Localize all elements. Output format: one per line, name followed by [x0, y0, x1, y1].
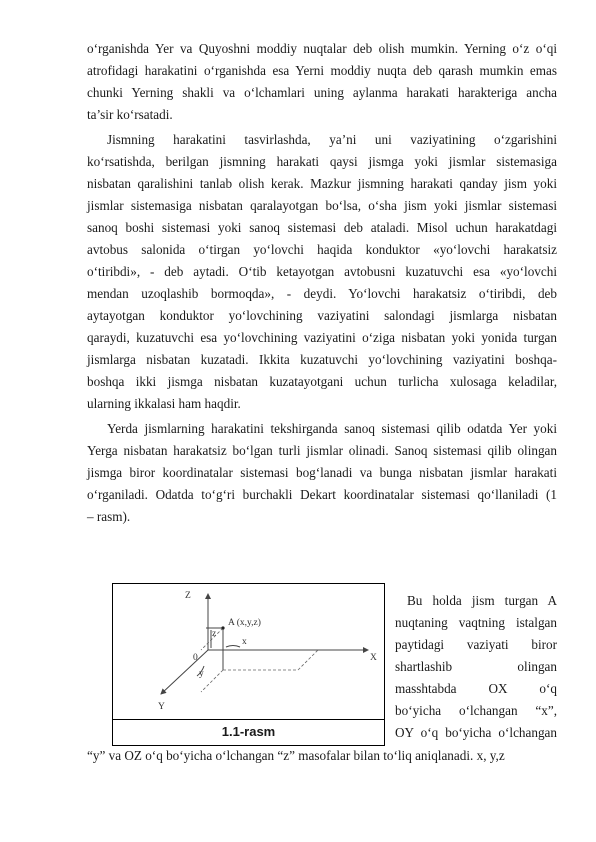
- paragraph-line: Yerda jismlarning harakatini tekshirganda sanoq sistemasi qilib odatda Yer yoki: [107, 421, 557, 436]
- paragraph-line: aytayotgan konduktor yo‘lovchining vaziyatini salondagi jismlarga nisbatan: [87, 308, 557, 323]
- paragraph-line: o‘rganiladi. Odatda to‘g‘ri burchakli Dekart koordinatalar sistemasi qo‘llaniladi (1: [87, 487, 557, 502]
- side-text-line: Bu holda jism turgan A: [407, 593, 557, 608]
- z-distance-label: z: [212, 629, 217, 639]
- paragraph-line: – rasm).: [87, 509, 131, 524]
- paragraph-line: chunki Yerning shakli va o‘lchamlari uning aylanma harakati harakteriga ancha: [87, 85, 557, 100]
- y-axis-label: Y: [158, 702, 165, 712]
- side-text-line: bo‘yicha o‘lchangan “x”,: [395, 703, 557, 718]
- paragraph-line: jismga biror koordinatalar sistemasi bog‘lanadi va bunga nisbatan jismlar harakati: [87, 465, 557, 480]
- paragraph-line: jismlarga nisbatan kuzatadi. Ikkita kuzatuvchi yo‘lovchining vaziyatini boshqa-: [87, 352, 557, 367]
- side-text-line: paytidagi vaziyati biror: [395, 637, 557, 652]
- paragraph-line: mendan uzoqlashib bormoqda», - deydi. Yo‘lovchi harakatsiz o‘tiribdi, deb: [87, 286, 557, 301]
- paragraph-line: boshqa ikki jismga nisbatan kuzatayotgani uchun turlicha xulosaga keladilar,: [87, 374, 557, 389]
- paragraph-line: ta’sir ko‘rsatadi.: [87, 107, 173, 122]
- paragraph-line: Jismning harakatini tasvirlashda, ya’ni uni vaziyatining o‘zgarishini: [107, 132, 557, 147]
- side-text-line: shartlashib olingan: [395, 659, 557, 674]
- paragraph-line: sanoq boshi sistemasi yoki sanoq sistemasi deb ataladi. Misol uchun harakatdagi: [87, 220, 557, 235]
- paragraph-line: ko‘rsatishda, berilgan jismning harakati qaysi jismga yoki jismlar sistemasiga: [87, 154, 557, 169]
- x-brace: [226, 646, 240, 648]
- point-a-label: A (x,y,z): [228, 618, 261, 628]
- point-a-marker: [221, 626, 224, 629]
- projection-line: [201, 670, 223, 692]
- figure-caption: 1.1-rasm: [112, 720, 385, 746]
- x-axis-label: X: [370, 653, 377, 663]
- paragraph-line: avtobus salonida o‘tirgan yo‘lovchi haqida konduktor «yo‘lovchi harakatsiz: [87, 242, 557, 257]
- paragraph-line: o‘tiribdi», - deb aytadi. O‘tib ketayotgan avtobusni kuzatuvchi esa «yo‘lovchi: [87, 264, 557, 279]
- side-text-line: nuqtaning vaqtning istalgan: [395, 615, 557, 630]
- paragraph-line: Yerga nisbatan harakatsiz bo‘lgan turli jismlar olinadi. Sanoq sistemasi qilib olingan: [87, 443, 557, 458]
- side-text-line: OY o‘q bo‘yicha o‘lchangan: [395, 725, 557, 740]
- paragraph-line: jismlar sistemasiga nisbatan qaralayotgan bo‘lsa, o‘sha jism yoki jismlar sistemasi: [87, 198, 557, 213]
- z-axis-label: Z: [185, 591, 191, 601]
- paragraph-line: qaraydi, kuzatuvchi esa yo‘lovchining vaziyatini o‘ziga nisbatan yoki yonida turgan: [87, 330, 557, 345]
- origin-label: 0: [193, 653, 198, 663]
- paragraph-line: ularning ikkalasi ham haqdir.: [87, 396, 241, 411]
- x-distance-label: x: [242, 637, 247, 647]
- y-distance-label: y: [199, 669, 204, 679]
- paragraph-line: “y” va OZ o‘q bo‘yicha o‘lchangan “z” masofalar bilan to‘liq aniqlanadi. x, y,z: [87, 748, 505, 763]
- side-text-line: masshtabda OX o‘q: [395, 681, 557, 696]
- paragraph-line: o‘rganishda Yer va Quyoshni moddiy nuqtalar deb olish mumkin. Yerning o‘z o‘qi: [87, 41, 557, 56]
- paragraph-line: atrofidagi harakatini o‘rganishda esa Yerni moddiy nuqta deb qarash mumkin emas: [87, 63, 557, 78]
- cartesian-axes-diagram: [113, 584, 386, 721]
- paragraph-line: nisbatan qaralishini tanlab olish kerak. Mazkur jismning harakati qanday jism yoki: [87, 176, 557, 191]
- coordinate-system-figure: [112, 583, 385, 720]
- projection-line: [298, 650, 318, 670]
